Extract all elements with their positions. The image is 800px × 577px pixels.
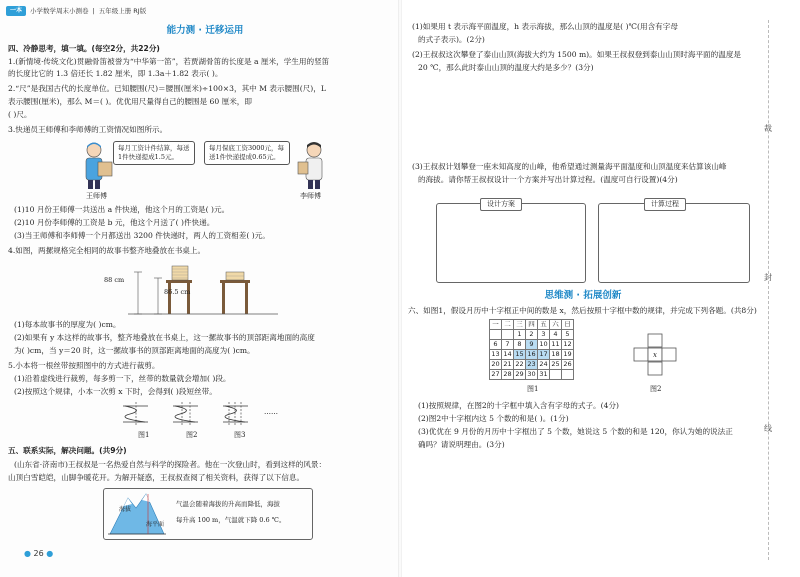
page-number-text: 26 xyxy=(33,549,44,558)
dim-88cm: 88 cm xyxy=(104,276,125,284)
page-fold xyxy=(398,0,402,577)
grade-label: 五年级上册 RJ版 xyxy=(98,6,147,15)
q6-sub3b: 确吗？请说明理由。(3分) xyxy=(418,440,505,449)
calendar-cell: 28 xyxy=(503,370,512,379)
design-plan-tag: 设计方案 xyxy=(480,198,522,211)
calendar-cell: 18 xyxy=(551,350,560,359)
calendar-row xyxy=(490,370,574,380)
margin-word-line: 线 xyxy=(764,424,772,433)
q3-line1: 3.快递员王师傅和李师傅的工资情况如图所示。 xyxy=(8,125,168,134)
right-section-title: 思维测 · 拓展创新 xyxy=(544,290,622,301)
weekday: 四 xyxy=(526,320,538,330)
q5-line1: 5.小本将一根丝带按照图中的方式进行裁剪。 xyxy=(8,361,160,370)
fig3-label: 图3 xyxy=(234,431,246,439)
header-divider: | xyxy=(92,6,95,15)
q6-sub1: (1)按照规律，在图2的十字框中填入含有字母的式子。(4分) xyxy=(418,401,619,410)
r1-line2: 的式子表示)。(2分) xyxy=(418,35,485,44)
weekday: 二 xyxy=(502,320,514,330)
series-logo: 一本 xyxy=(6,6,26,16)
q5-sub2: (2)按照这个规律，小本一次剪 x 下时，会得到( )段短丝带。 xyxy=(14,387,217,396)
calendar-row xyxy=(490,350,574,360)
fig1-label: 图1 xyxy=(138,431,150,439)
dim-86-5cm: 86.5 cm xyxy=(164,288,191,296)
r2-line1: (2)王叔叔这次攀登了泰山山顶(海拔大约为 1500 m)。如果王叔叔登到泰山山顶时海平面的温度是 xyxy=(412,50,741,59)
calendar-cell: 29 xyxy=(515,370,524,379)
calendar-cell: 4 xyxy=(550,330,562,340)
q2-line1: 2.“尺”是我国古代的长度单位。已知腰围(尺)＝腰围(厘米)÷100×3，其中 M 表示腰围(尺)，L xyxy=(8,84,326,93)
q4b-sub1: (1)每本故事书的厚度为( )cm。 xyxy=(14,320,121,329)
calc-process-box[interactable] xyxy=(598,203,750,283)
q1-line2: 的长度比它的 1.3 倍还长 1.82 厘米，即 1.3a＋1.82 表示( )。 xyxy=(8,69,223,78)
weekday: 六 xyxy=(550,320,562,330)
q4-heading: 四、冷静思考，填一填。(每空2分，共22分) xyxy=(8,44,160,53)
calendar-cell: 2 xyxy=(526,330,538,340)
weekday: 三 xyxy=(514,320,526,330)
page-number xyxy=(24,549,53,560)
calendar-row xyxy=(490,340,574,350)
q2-line3: ( )尺。 xyxy=(8,110,32,119)
calendar-cell: 5 xyxy=(562,330,574,340)
calendar-cell-highlight: 23 xyxy=(527,360,536,369)
r3-line2: 的海拔。请你帮王叔叔设计一个方案并写出计算过程。(温度可自行设置)(4分) xyxy=(418,175,678,184)
info-line2: 每升高 100 m，气温就下降 0.6 ℃。 xyxy=(176,516,286,524)
story-line2: 山顶白雪皑皑，山脚争暖花开。为解开疑惑，王叔叔查阅了相关资料，获得了以下信息。 xyxy=(8,473,305,482)
calendar-cell-highlight: 15 xyxy=(515,350,524,359)
books-desk-figure xyxy=(128,258,278,316)
calendar-header-row xyxy=(490,320,574,330)
right-fig2-label: 图2 xyxy=(650,385,662,393)
q3-sub3: (3)当王师傅和李师傅一个月都送出 3200 件快递时，两人的工资相差( )元。 xyxy=(14,231,270,240)
li-name: 李师傅 xyxy=(300,192,321,200)
q6-sub3a: (3)优优在 9 月份的月历中十字框出了 5 个数，她说这 5 个数的和是 120，你认为她的说法正 xyxy=(418,427,733,436)
calendar-cell xyxy=(490,330,502,340)
right-fig1-label: 图1 xyxy=(527,385,539,393)
q2-line2: 表示腰围(厘米)，那么 M＝( )。优优用尺量得自己的腰围是 60 厘米，即 xyxy=(8,97,252,106)
cross-center-x: x xyxy=(653,351,657,359)
calendar-cell xyxy=(502,330,514,340)
calendar-cell-highlight: 16 xyxy=(527,350,536,359)
q4b-sub2a: (2)如果有 y 本这样的故事书，整齐地叠放在书桌上，这一摞故事书的顶部距离地面的高度 xyxy=(14,333,315,342)
story-line1: (山东省·济南市)王叔叔是一名热爱自然与科学的探险者。他在一次登山时，看到这样的风景： xyxy=(14,460,327,469)
calendar-cell: 11 xyxy=(551,340,560,349)
calendar-cell: 19 xyxy=(563,350,572,359)
calendar-cell: 1 xyxy=(514,330,526,340)
r3-line1: (3)王叔叔计划攀登一座未知高度的山峰，他希望通过测量海平面温度和山顶温度来估算该山峰 xyxy=(412,162,727,171)
calendar-cell: 31 xyxy=(539,370,548,379)
page-dot-right: ● xyxy=(46,549,54,558)
calendar-cell-highlight: 9 xyxy=(526,340,538,350)
q3-sub1: (1)10 月份王师傅一共送出 a 件快递，他这个月的工资是( )元。 xyxy=(14,205,230,214)
left-section-title: 能力测 · 迁移运用 xyxy=(166,25,244,36)
calendar-cell xyxy=(550,370,562,380)
calendar-cell: 30 xyxy=(527,370,536,379)
wang-speech-bubble: 每月工资计件结算，每送1件快递提成1.5元。 xyxy=(113,141,195,165)
right-page xyxy=(400,0,800,577)
courier-li-figure xyxy=(296,140,334,190)
calendar-cell: 3 xyxy=(538,330,550,340)
page-dot-left: ● xyxy=(24,549,31,558)
fig2-label: 图2 xyxy=(186,431,198,439)
q6-sub2: (2)图2中十字框内这 5 个数的和是( )。(1分) xyxy=(418,414,569,423)
q5-sub1: (1)沿着虚线进行裁剪，每多剪一下，丝带的数量就会增加( )段。 xyxy=(14,374,231,383)
calendar-cell: 22 xyxy=(515,360,524,369)
page-header xyxy=(6,5,146,17)
calendar-cell: 10 xyxy=(539,340,548,349)
calendar-cell: 24 xyxy=(539,360,548,369)
ribbon-ellipsis: …… xyxy=(264,408,278,416)
calendar-cell: 14 xyxy=(503,350,512,359)
r2-line2: 20 ℃，那么此时泰山山顶的温度大约是多少？(3分) xyxy=(418,63,594,72)
calendar-cell: 27 xyxy=(491,370,500,379)
calendar-table xyxy=(489,319,574,380)
q5-heading: 五、联系实际，解决问题。(共9分) xyxy=(8,446,127,455)
calendar-cell: 7 xyxy=(502,340,514,350)
calendar-cell: 12 xyxy=(563,340,572,349)
courier-wang-figure xyxy=(78,140,116,190)
q6-line1: 六、如图1，假设月历中十字框正中间的数是 x，然后按照十字框中数的规律，并完成下列各题。(共8分) xyxy=(408,306,757,315)
calc-process-tag: 计算过程 xyxy=(644,198,686,211)
calendar-row xyxy=(490,330,574,340)
li-speech-bubble: 每月保底工资3000元，每送1件快递提成0.65元。 xyxy=(204,141,290,165)
binding-dashed-line xyxy=(768,20,769,560)
wang-name: 王师傅 xyxy=(86,192,107,200)
series-name: 小学数学周末小测卷 xyxy=(30,6,89,15)
margin-word-seal: 封 xyxy=(764,273,772,282)
calendar-cell: 6 xyxy=(490,340,502,350)
sea-level-label: 海平面 xyxy=(146,521,165,528)
calendar-cell-highlight: 17 xyxy=(539,350,548,359)
calendar-cell: 21 xyxy=(503,360,512,369)
mountain-illustration xyxy=(106,490,168,538)
calendar-cell xyxy=(562,370,574,380)
calendar-cell: 26 xyxy=(563,360,572,369)
q4b-sub2b: 为( )cm，当 y＝20 时，这一摞故事书的顶部距离地面的高度为( )cm。 xyxy=(14,346,255,355)
weekday: 日 xyxy=(562,320,574,330)
r1-line1: (1)如果用 t 表示海平面温度，h 表示海拔，那么山顶的温度是( )℃(用含有字母 xyxy=(412,22,678,31)
weekday: 一 xyxy=(490,320,502,330)
calendar-cell: 25 xyxy=(551,360,560,369)
margin-word-cut: 裁 xyxy=(764,124,772,133)
q1-line1: 1.(新情境·传统文化)贯融骨笛被誉为“中华第一笛”，若贾湖骨笛的长度是 a 厘米，学生用的竖笛 xyxy=(8,57,330,66)
calendar-row xyxy=(490,360,574,370)
calendar-cell: 20 xyxy=(491,360,500,369)
calendar-cell: 13 xyxy=(491,350,500,359)
q3-sub2: (2)10 月份李师傅的工资是 b 元，他这个月送了( )件快递。 xyxy=(14,218,215,227)
q4b-line1: 4.如图，两摞规格完全相同的故事书整齐地叠放在书桌上。 xyxy=(8,246,206,255)
calendar-cell: 8 xyxy=(514,340,526,350)
design-plan-box[interactable] xyxy=(436,203,586,283)
weekday: 五 xyxy=(538,320,550,330)
altitude-label: 海拔 xyxy=(119,506,132,513)
info-line1: 气温会随着海拔的升高而降低，海拔 xyxy=(176,500,280,508)
